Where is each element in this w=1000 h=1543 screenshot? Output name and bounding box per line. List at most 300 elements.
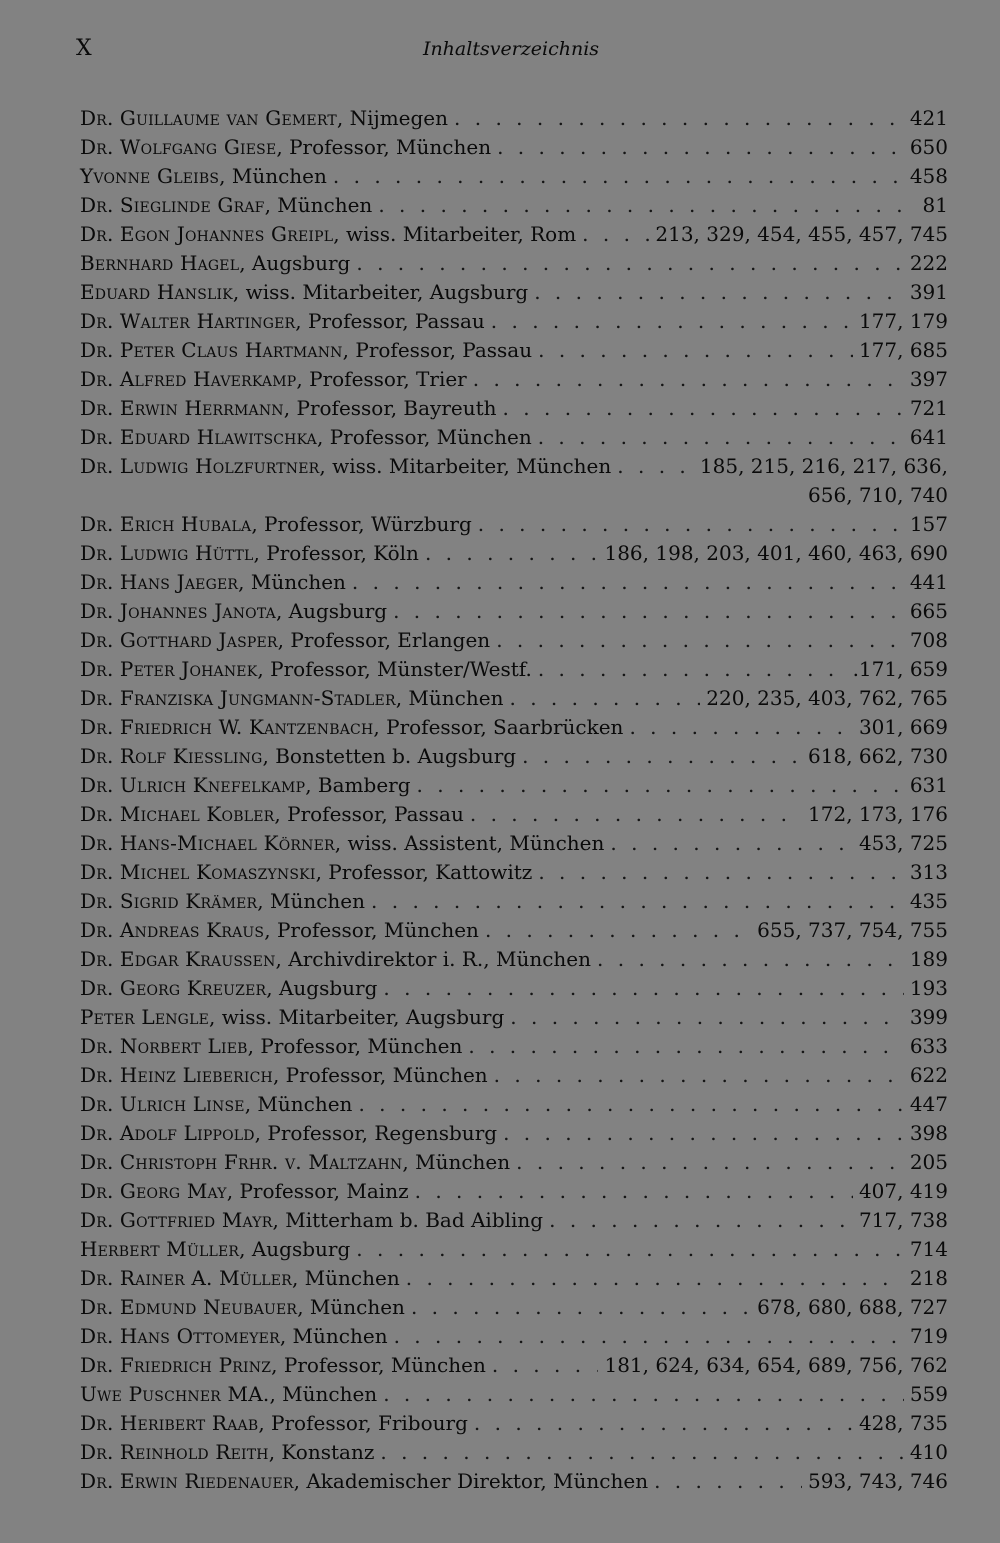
entry-person [80,742,516,771]
entry-person [80,1119,497,1148]
entry-affiliation: , Professor, München [276,135,492,159]
entry-pages: 397 [909,367,948,391]
entry-title: Dr. [80,1150,114,1174]
dot-leader [358,1090,903,1119]
index-entry [80,684,948,713]
entry-pages: 172, 173, 176 [808,802,948,826]
entry-title: Dr. [80,976,114,1000]
index-entry [80,597,948,626]
entry-title: Dr. [80,1440,114,1464]
entry-name: Yvonne Gleibs [80,164,220,188]
index-entry [80,1264,948,1293]
entry-title: Dr. [80,222,114,246]
entry-pages: 407, 419 [858,1179,948,1203]
index-entry [80,771,948,800]
entry-name: Hans-Michael Körner [119,831,335,855]
entry-pages: 213, 329, 454, 455, 457, 745 [655,222,948,246]
entry-affiliation: , Professor, Trier [296,367,467,391]
entry-affiliation: , Professor, Erlangen [277,628,491,652]
index-entry [80,423,948,452]
entry-affiliation: , wiss. Mitarbeiter, Rom [333,222,577,246]
entry-title: Dr. [80,1353,114,1377]
entry-name: Ulrich Linse [119,1092,245,1116]
entry-affiliation: , Professor, Passau [274,802,464,826]
index-entry [80,191,948,220]
entry-name: Andreas Kraus [119,918,265,942]
entry-person [80,829,604,858]
dot-leader [470,800,802,829]
entry-affiliation: , München [257,889,366,913]
entry-title: Dr. [80,396,114,420]
index-entry [80,974,948,1003]
dot-leader [383,1380,904,1409]
entry-pages: 313 [909,860,948,884]
entry-name: Herbert Müller [80,1237,240,1261]
entry-affiliation: , Professor, München [264,918,479,942]
dot-leader [474,1409,853,1438]
entry-person [80,452,611,481]
entry-affiliation: , München [264,193,373,217]
entry-name: Peter Johanek [119,657,258,681]
dot-leader [415,1177,853,1206]
dot-leader [522,742,802,771]
entry-pages: 714 [909,1237,948,1261]
entry-person [80,1409,468,1438]
entry-affiliation: , wiss. Mitarbeiter, Augsburg [208,1005,505,1029]
dot-leader [516,1148,904,1177]
entry-pages: 428, 735 [858,1411,948,1435]
entry-affiliation: , München [291,1266,400,1290]
dot-leader [417,771,904,800]
entry-name: Peter Lengle [80,1005,209,1029]
entry-person [80,684,503,713]
dot-leader [610,829,853,858]
dot-leader [509,684,700,713]
entry-person [80,1206,543,1235]
entry-person [80,336,532,365]
entry-affiliation: , München [244,1092,353,1116]
index-entry [80,655,948,684]
entry-name: Rainer A. Müller [119,1266,292,1290]
dot-leader [617,452,694,481]
entry-pages: 391 [909,280,948,304]
entry-name: Egon Johannes Greipl [119,222,334,246]
dot-leader [534,278,904,307]
entry-name: Erich Hubala [119,512,252,536]
entry-person [80,1177,409,1206]
entry-name: Erwin Riedenauer [119,1469,294,1493]
entry-title: Dr. [80,889,114,913]
entry-name: Friedrich Prinz [119,1353,272,1377]
entry-pages: 633 [909,1034,948,1058]
index-entry [80,1003,948,1032]
dot-leader [503,1119,904,1148]
entry-title: Dr. [80,309,114,333]
entry-pages: 719 [909,1324,948,1348]
entry-affiliation: , wiss. Assistent, München [334,831,605,855]
dot-leader [538,336,853,365]
index-entry [80,510,948,539]
dot-leader [406,1264,904,1293]
entry-name: Eduard Hanslik [80,280,233,304]
entry-person [80,974,377,1003]
dot-leader [497,133,904,162]
entry-pages: 301, 669 [858,715,948,739]
entry-affiliation: , Professor, Bayreuth [283,396,497,420]
entry-affiliation: , Professor, Passau [342,338,533,362]
entry-title: Dr. [80,338,114,362]
entry-name: Reinhold Reith [119,1440,269,1464]
entry-title: Dr. [80,1208,114,1232]
entry-title: Dr. [80,135,114,159]
entry-pages: 622 [909,1063,948,1087]
entry-affiliation: , München [402,1150,511,1174]
entry-affiliation: , Mitterham b. Bad Aibling [272,1208,544,1232]
entry-person [80,191,372,220]
entry-pages: 177, 179 [858,309,948,333]
index-entry [80,1235,948,1264]
entry-pages: 189 [909,947,948,971]
entry-title: Dr. [80,570,114,594]
entry-name: Ludwig Hüttl [119,541,254,565]
dot-leader [485,916,751,945]
entry-affiliation: , Archivdirektor i. R., München [275,947,592,971]
entry-title: Dr. [80,541,114,565]
entry-person [80,1003,504,1032]
entry-pages: 458 [909,164,948,188]
entry-pages: 559 [909,1382,948,1406]
entry-affiliation: , Professor, Fribourg [258,1411,468,1435]
entry-name: Edgar Kraussen [119,947,276,971]
entry-name: Sigrid Krämer [119,889,258,913]
entry-pages: 441 [909,570,948,594]
entry-person [80,278,528,307]
entry-title: Dr. [80,1121,114,1145]
entry-name: Edmund Neubauer [119,1295,298,1319]
index-entry [80,626,948,655]
entry-pages: 435 [909,889,948,913]
index-entry [80,945,948,974]
entry-affiliation: , wiss. Mitarbeiter, Augsburg [232,280,529,304]
index-entry [80,829,948,858]
entry-name: Wolfgang Giese [119,135,277,159]
index-entry [80,249,948,278]
entry-affiliation: , München [297,1295,405,1319]
entry-name: Christoph Frhr. v. Maltzahn [119,1150,403,1174]
entry-affiliation: , München [395,686,504,710]
dot-leader [411,1293,751,1322]
entry-person [80,394,497,423]
entry-name: Hans Jaeger [119,570,239,594]
entry-name: Hans Ottomeyer [119,1324,280,1348]
entry-affiliation: , Professor, München [247,1034,463,1058]
entry-affiliation: , Augsburg [266,976,378,1000]
index-entry [80,307,948,336]
entry-affiliation: , Professor, Mainz [226,1179,409,1203]
entry-pages: 185, 215, 216, 217, 636, [699,454,948,478]
index-entry [80,1438,948,1467]
dot-leader [538,423,904,452]
dot-leader [380,1438,903,1467]
entry-affiliation: , Konstanz [268,1440,375,1464]
running-head: Inhaltsverzeichnis [422,38,600,60]
entry-name: Georg May [119,1179,227,1203]
entry-name: Uwe Puschner MA. [80,1382,270,1406]
entry-name: Eduard Hlawitschka [119,425,317,449]
entry-affiliation: , Professor, München [271,1353,486,1377]
entry-title: Dr. [80,918,114,942]
index-entry [80,858,948,887]
entry-person [80,510,472,539]
entry-person [80,626,490,655]
entry-pages: 665 [909,599,948,623]
entry-affiliation: , Nijmegen [336,106,449,130]
dot-leader [356,1235,904,1264]
index-entry [80,1061,948,1090]
entry-pages-continued: 656, 710, 740 [808,483,948,507]
entry-affiliation: , München [279,1324,388,1348]
entry-affiliation: , Professor, München [317,425,532,449]
index-entry [80,800,948,829]
entry-person [80,423,532,452]
entry-title: Dr. [80,715,114,739]
entry-name: Sieglinde Graf [119,193,265,217]
entry-person [80,713,623,742]
entry-pages: 593, 743, 746 [808,1469,948,1493]
dot-leader [538,655,847,684]
entry-name: Alfred Haverkamp [119,367,297,391]
dot-leader [454,104,904,133]
entry-pages: 81 [922,193,948,217]
entry-title: Dr. [80,628,114,652]
entry-title: Dr. [80,1469,114,1493]
entry-person [80,887,365,916]
entry-title: Dr. [80,367,114,391]
dot-leader [394,1322,904,1351]
entry-pages: 222 [909,251,948,275]
entry-title: Dr. [80,744,114,768]
page-number: X [76,36,93,61]
entry-person [80,249,350,278]
entry-pages: 421 [909,106,948,130]
index-entry [80,1467,948,1496]
dot-leader [494,1061,904,1090]
entry-name: Friedrich W. Kantzenbach [119,715,374,739]
index-entry [80,1322,948,1351]
index-entry [80,162,948,191]
entry-title: Dr. [80,1266,114,1290]
entry-person [80,568,346,597]
entry-pages: 218 [909,1266,948,1290]
entry-person [80,800,464,829]
entry-pages: 398 [909,1121,948,1145]
index-entry [80,104,948,133]
entry-title: Dr. [80,860,114,884]
entry-affiliation: , Professor, Münster/Westf. [257,657,532,681]
contributor-index [80,104,948,1496]
index-entry [80,1293,948,1322]
entry-person [80,1235,350,1264]
dot-leader [478,510,904,539]
entry-affiliation: , Akademischer Direktor, München [293,1469,649,1493]
dot-leader [468,1032,903,1061]
entry-person [80,1148,510,1177]
entry-person [80,858,532,887]
entry-affiliation: , wiss. Mitarbeiter, München [319,454,612,478]
entry-person [80,104,448,133]
entry-title: Dr. [80,773,114,797]
entry-name: Erwin Herrmann [119,396,284,420]
entry-title: Dr. [80,1063,114,1087]
entry-person [80,771,411,800]
entry-pages: 177, 685 [858,338,948,362]
entry-pages: 631 [909,773,948,797]
entry-pages: 205 [909,1150,948,1174]
entry-person [80,655,532,684]
entry-title: Dr. [80,1295,114,1319]
index-entry [80,916,948,945]
entry-pages: 193 [909,976,948,1000]
entry-title: Dr. [80,106,114,130]
entry-person [80,597,387,626]
index-entry [80,452,948,481]
entry-title: Dr. [80,686,114,710]
dot-leader [371,887,904,916]
entry-title: Dr. [80,657,114,681]
entry-pages: 447 [909,1092,948,1116]
entry-affiliation: , Professor, Kattowitz [315,860,533,884]
entry-title: Dr. [80,831,114,855]
index-entry [80,133,948,162]
dot-leader [352,568,904,597]
entry-pages: 186, 198, 203, 401, 460, 463, 690 [604,541,948,565]
entry-affiliation: , München [269,1382,378,1406]
entry-affiliation: , Professor, Passau [295,309,485,333]
entry-pages: 655, 737, 754, 755 [757,918,948,942]
dot-leader [549,1206,853,1235]
dot-leader [597,945,904,974]
entry-name: Franziska Jungmann-Stadler [119,686,396,710]
entry-name: Heinz Lieberich [119,1063,273,1087]
entry-title: Dr. [80,512,114,536]
entry-person [80,916,479,945]
entry-affiliation: , München [238,570,346,594]
entry-title: Dr. [80,1034,114,1058]
entry-name: Georg Kreuzer [119,976,267,1000]
entry-affiliation: , Augsburg [275,599,388,623]
entry-person [80,1090,352,1119]
index-entry [80,278,948,307]
dot-leader [393,597,904,626]
dot-leader [473,365,904,394]
dot-leader [425,539,599,568]
entry-name: Guillaume van Gemert [119,106,337,130]
dot-leader [492,1351,599,1380]
dot-leader [510,1003,904,1032]
entry-name: Gotthard Jasper [119,628,278,652]
entry-title: Dr. [80,425,114,449]
index-entry [80,394,948,423]
dot-leader [654,1467,802,1496]
entry-name: Johannes Janota [119,599,276,623]
index-entry [80,336,948,365]
index-entry [80,568,948,597]
index-entry [80,365,948,394]
entry-pages: 717, 738 [858,1208,948,1232]
entry-title: Dr. [80,1179,114,1203]
index-entry [80,1148,948,1177]
entry-pages: .171, 659 [852,657,948,681]
index-entry [80,1032,948,1061]
entry-pages: 708 [909,628,948,652]
entry-name: Heribert Raab [119,1411,259,1435]
entry-title: Dr. [80,1324,114,1348]
entry-affiliation: , Augsburg [239,251,351,275]
entry-person [80,1032,462,1061]
entry-name: Gottfried Mayr [119,1208,273,1232]
entry-name: Ludwig Holzfurtner [119,454,320,478]
index-entry [80,1380,948,1409]
entry-pages: 157 [909,512,948,536]
entry-title: Dr. [80,193,114,217]
entry-title: Dr. [80,947,114,971]
entry-pages: 678, 680, 688, 727 [757,1295,948,1319]
entry-name: Peter Claus Hartmann [119,338,343,362]
entry-affiliation: , Professor, Würzburg [251,512,472,536]
entry-person [80,307,485,336]
entry-pages: 399 [909,1005,948,1029]
entry-name: Michael Kobler [119,802,275,826]
entry-pages: 641 [909,425,948,449]
entry-pages: 721 [909,396,948,420]
entry-person [80,1264,400,1293]
entry-person [80,1380,377,1409]
dot-leader [356,249,903,278]
dot-leader [491,307,853,336]
entry-pages: 181, 624, 634, 654, 689, 756, 762 [604,1353,948,1377]
dot-leader [582,220,649,249]
entry-affiliation: , München [219,164,327,188]
entry-pages: 453, 725 [858,831,948,855]
entry-person [80,1322,388,1351]
entry-title: Dr. [80,454,114,478]
dot-leader [629,713,852,742]
entry-person [80,1351,486,1380]
index-entry [80,1119,948,1148]
entry-person [80,133,491,162]
entry-affiliation: , Professor, Saarbrücken [373,715,624,739]
entry-title: Dr. [80,1092,114,1116]
entry-affiliation: , Professor, München [272,1063,488,1087]
entry-title: Dr. [80,802,114,826]
entry-person [80,220,576,249]
dot-leader [496,626,904,655]
entry-name: Adolf Lippold [119,1121,255,1145]
entry-title: Dr. [80,599,114,623]
index-entry [80,1409,948,1438]
entry-person [80,365,467,394]
index-entry [80,1206,948,1235]
entry-name: Norbert Lieb [119,1034,248,1058]
entry-person [80,1293,405,1322]
index-entry [80,539,948,568]
entry-affiliation: , Professor, Köln [253,541,419,565]
entry-affiliation: , Bamberg [305,773,411,797]
dot-leader [538,858,904,887]
page-header [76,34,946,74]
entry-affiliation: , Augsburg [239,1237,351,1261]
index-entry [80,1177,948,1206]
